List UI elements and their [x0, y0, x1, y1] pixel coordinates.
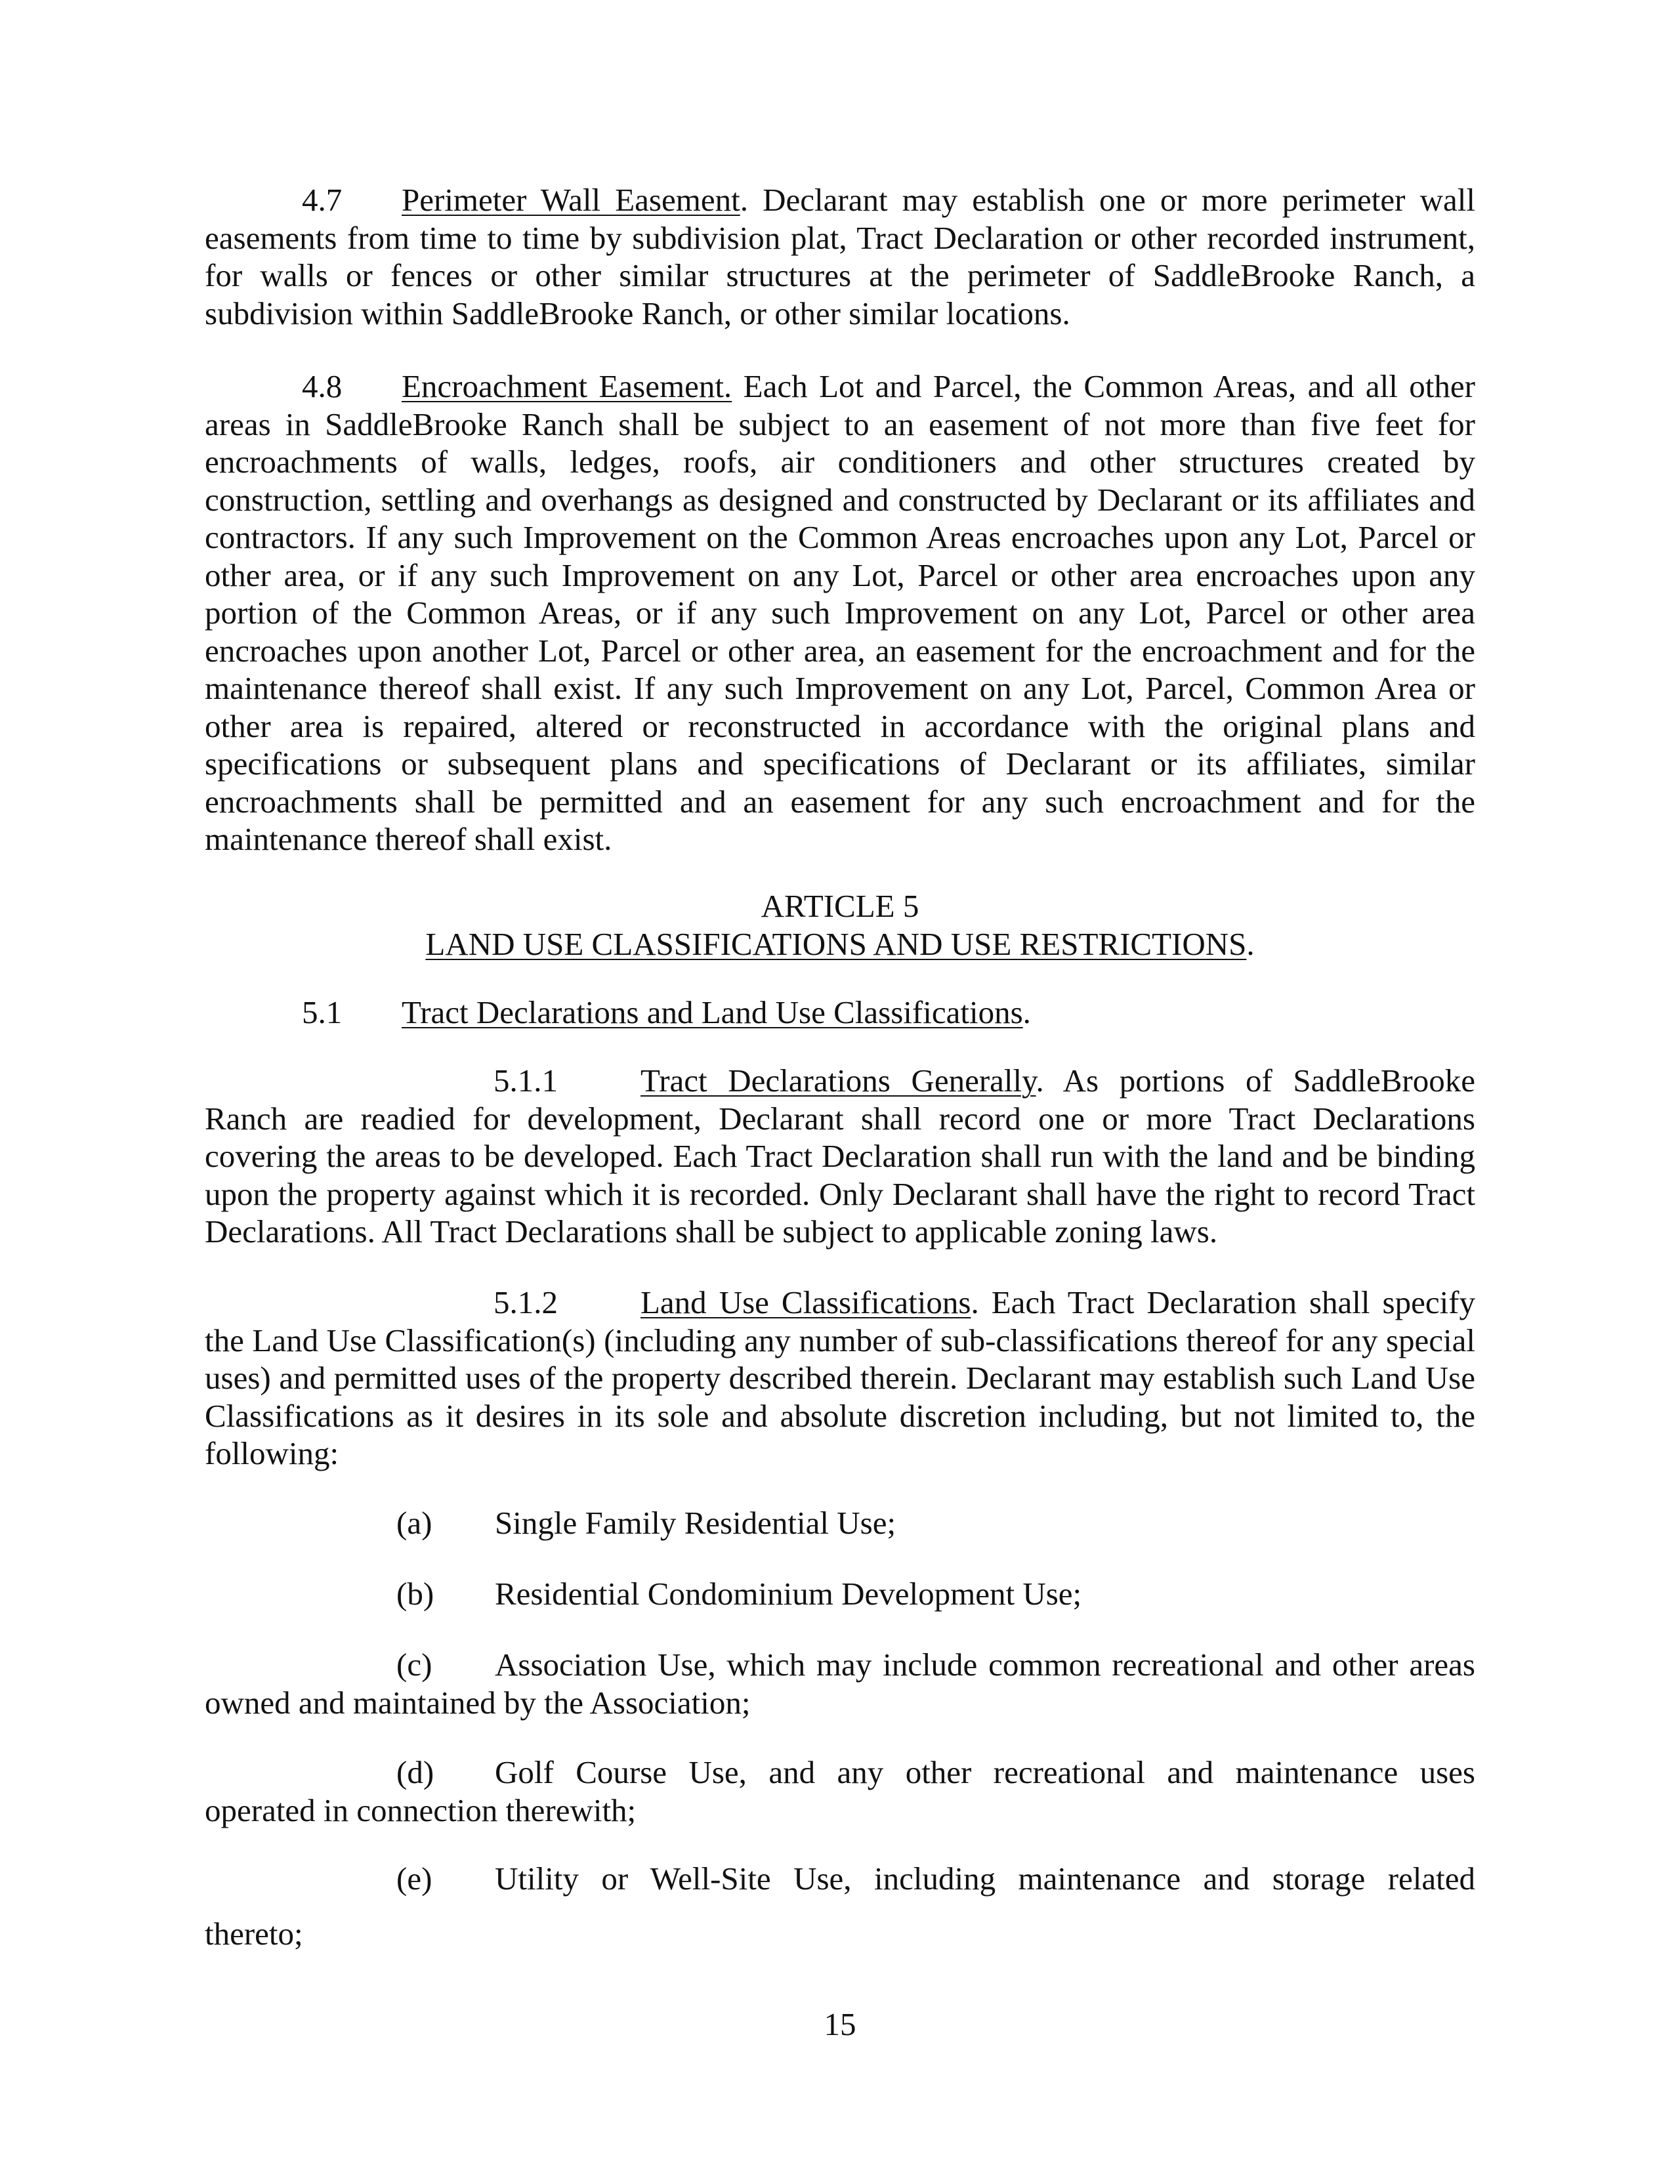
- page-number: 15: [824, 2006, 856, 2042]
- section-number: 5.1: [302, 994, 343, 1030]
- list-text: Golf Course Use, and any other recreational and maintenance uses: [495, 1754, 1475, 1790]
- section-title: Land Use Classifications: [640, 1284, 971, 1320]
- list-text-continued: owned and maintained by the Association;: [205, 1684, 751, 1721]
- article-title-end: .: [1246, 926, 1255, 962]
- list-item: [205, 1504, 1475, 1542]
- list-text: Single Family Residential Use;: [495, 1505, 896, 1541]
- list-marker: (d): [396, 1754, 434, 1790]
- list-item: [205, 1860, 1475, 1952]
- section-number: 5.1.2: [494, 1284, 558, 1320]
- section-5-1-2: [205, 1284, 1475, 1473]
- list-marker: (b): [396, 1576, 434, 1612]
- list-item: [205, 1754, 1475, 1829]
- section-title: Perimeter Wall Easement: [402, 182, 740, 218]
- section-4-8: [205, 368, 1475, 858]
- article-title: [205, 925, 1475, 963]
- list-text: Utility or Well-Site Use, including maintenance and storage related: [495, 1860, 1475, 1897]
- list-text: Residential Condominium Development Use;: [495, 1576, 1082, 1612]
- section-title-end: .: [1022, 994, 1031, 1030]
- list-text-continued: thereto;: [205, 1915, 303, 1952]
- list-item: [205, 1575, 1475, 1613]
- list-item: [205, 1646, 1475, 1721]
- section-title: Tract Declarations Generally: [640, 1062, 1036, 1099]
- section-5-1: [302, 994, 1031, 1032]
- section-4-7: [205, 181, 1475, 332]
- section-body: . As portions of SaddleBrooke Ranch are readied for development, Declarant shall record one or more Tract Declarations covering the areas to be developed. Each Tract Declaration shall run with the land and be binding upon the property against which it is recorded. Only Declarant shall have the right to record Tract Declarations. All Tract Declarations shall be subject to applicable zoning laws.: [205, 1062, 1475, 1250]
- section-number: 4.8: [302, 368, 343, 404]
- article-title-text: LAND USE CLASSIFICATIONS AND USE RESTRICTIONS: [425, 926, 1247, 962]
- section-title: Tract Declarations and Land Use Classifications: [402, 994, 1023, 1030]
- list-text-continued: operated in connection therewith;: [205, 1792, 637, 1828]
- section-number: 4.7: [302, 182, 343, 218]
- section-number: 5.1.1: [494, 1062, 558, 1099]
- section-body: . Each Tract Declaration shall specify the Land Use Classification(s) (including any number of sub-classifications thereof for any special uses) and permitted uses of the property described therein. Declarant may establish such Land Use Classifications as it desires in its sole and absolute discretion including, but not limited to, the following:: [205, 1284, 1476, 1471]
- list-text: Association Use, which may include common recreational and other areas: [495, 1647, 1475, 1683]
- section-body: Each Lot and Parcel, the Common Areas, and all other areas in SaddleBrooke Ranch shall be subject to an easement of not more than five feet for encroachments of walls, ledges, roofs, air conditioners and other structures created by construction, settling and overhangs as designed and constructed by Declarant or its affiliates and contractors. If any such Improvement on the Common Areas encroaches upon any Lot, Parcel or other area, or if any such Improvement on any Lot, Parcel or other area encroaches upon any portion of the Common Areas, or if any such Improvement on any Lot, Parcel or other area encroaches upon another Lot, Parcel or other area, an easement for the encroachment and for the maintenance thereof shall exist. If any such Improvement on any Lot, Parcel, Common Area or other area is repaired, altered or reconstructed in accordance with the original plans and specifications or subsequent plans and specifications of Declarant or its affiliates, similar encroachments shall be permitted and an easement for any such encroachment and for the maintenance thereof shall exist.: [205, 368, 1475, 857]
- section-5-1-1: [205, 1062, 1475, 1251]
- article-label: ARTICLE 5: [761, 888, 919, 924]
- list-marker: (a): [396, 1505, 432, 1541]
- list-marker: (e): [396, 1860, 432, 1897]
- list-marker: (c): [396, 1647, 432, 1683]
- section-body: . Declarant may establish one or more perimeter wall easements from time to time by subdivision plat, Tract Declaration or other recorded instrument, for walls or fences or other similar structures at the perimeter of SaddleBrooke Ranch, a subdivision within SaddleBrooke Ranch, or other similar locations.: [205, 182, 1475, 331]
- section-title: Encroachment Easement.: [402, 368, 732, 404]
